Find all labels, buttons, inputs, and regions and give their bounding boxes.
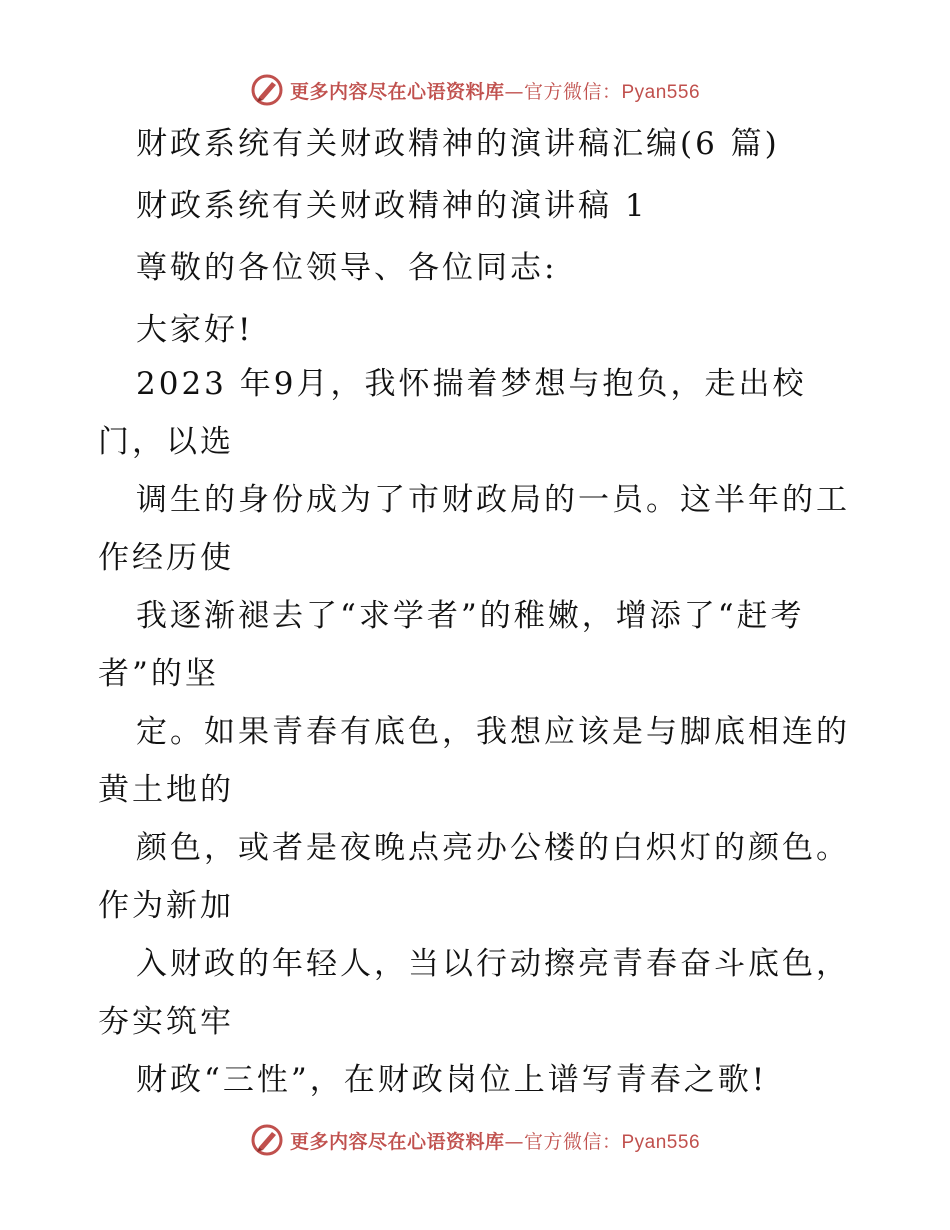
footer-main-text: 更多内容尽在心语资料库 xyxy=(289,1130,505,1153)
paragraph-line: 黄土地的 xyxy=(98,772,234,808)
header-banner xyxy=(0,70,950,110)
header-wechat-label: 官方微信： xyxy=(523,80,622,103)
footer-wechat-id: Pyan556 xyxy=(621,1131,701,1153)
pen-logo-icon xyxy=(250,1123,284,1157)
header-main-text: 更多内容尽在心语资料库 xyxy=(289,80,505,103)
paragraph-line: 夯实筑牢 xyxy=(98,1004,234,1040)
document-title: 财政系统有关财政精神的演讲稿汇编(6 篇) xyxy=(136,126,780,162)
paragraph-line: 财政“三性”，在财政岗位上谱写青春之歌! xyxy=(136,1062,768,1098)
paragraph-line: 调生的身份成为了市财政局的一员。这半年的工 xyxy=(136,482,850,518)
header-dash: — xyxy=(504,80,524,103)
footer-banner xyxy=(0,1120,950,1160)
paragraph-line: 门，以选 xyxy=(98,424,234,460)
header-text xyxy=(290,77,700,104)
paragraph-line: 颜色，或者是夜晚点亮办公楼的白炽灯的颜色。 xyxy=(136,830,850,866)
header-wechat-id: Pyan556 xyxy=(621,81,701,103)
footer-wechat-label: 官方微信： xyxy=(523,1130,622,1153)
paragraph-line: 作经历使 xyxy=(98,540,234,576)
pen-logo-icon xyxy=(250,73,284,107)
paragraph-line: 我逐渐褪去了“求学者”的稚嫩，增添了“赶考 xyxy=(136,598,805,634)
paragraph-line: 2023 年9月，我怀揣着梦想与抱负，走出校 xyxy=(136,366,807,402)
footer-text xyxy=(290,1127,700,1154)
footer-dash: — xyxy=(504,1130,524,1153)
paragraph-line: 入财政的年轻人，当以行动擦亮青春奋斗底色， xyxy=(136,946,850,982)
salutation: 尊敬的各位领导、各位同志: xyxy=(136,250,558,286)
greeting: 大家好! xyxy=(136,312,254,348)
section-heading: 财政系统有关财政精神的演讲稿 1 xyxy=(136,188,648,224)
paragraph-line: 定。如果青春有底色，我想应该是与脚底相连的 xyxy=(136,714,850,750)
paragraph-line: 作为新加 xyxy=(98,888,234,924)
paragraph-line: 者”的坚 xyxy=(98,656,219,692)
